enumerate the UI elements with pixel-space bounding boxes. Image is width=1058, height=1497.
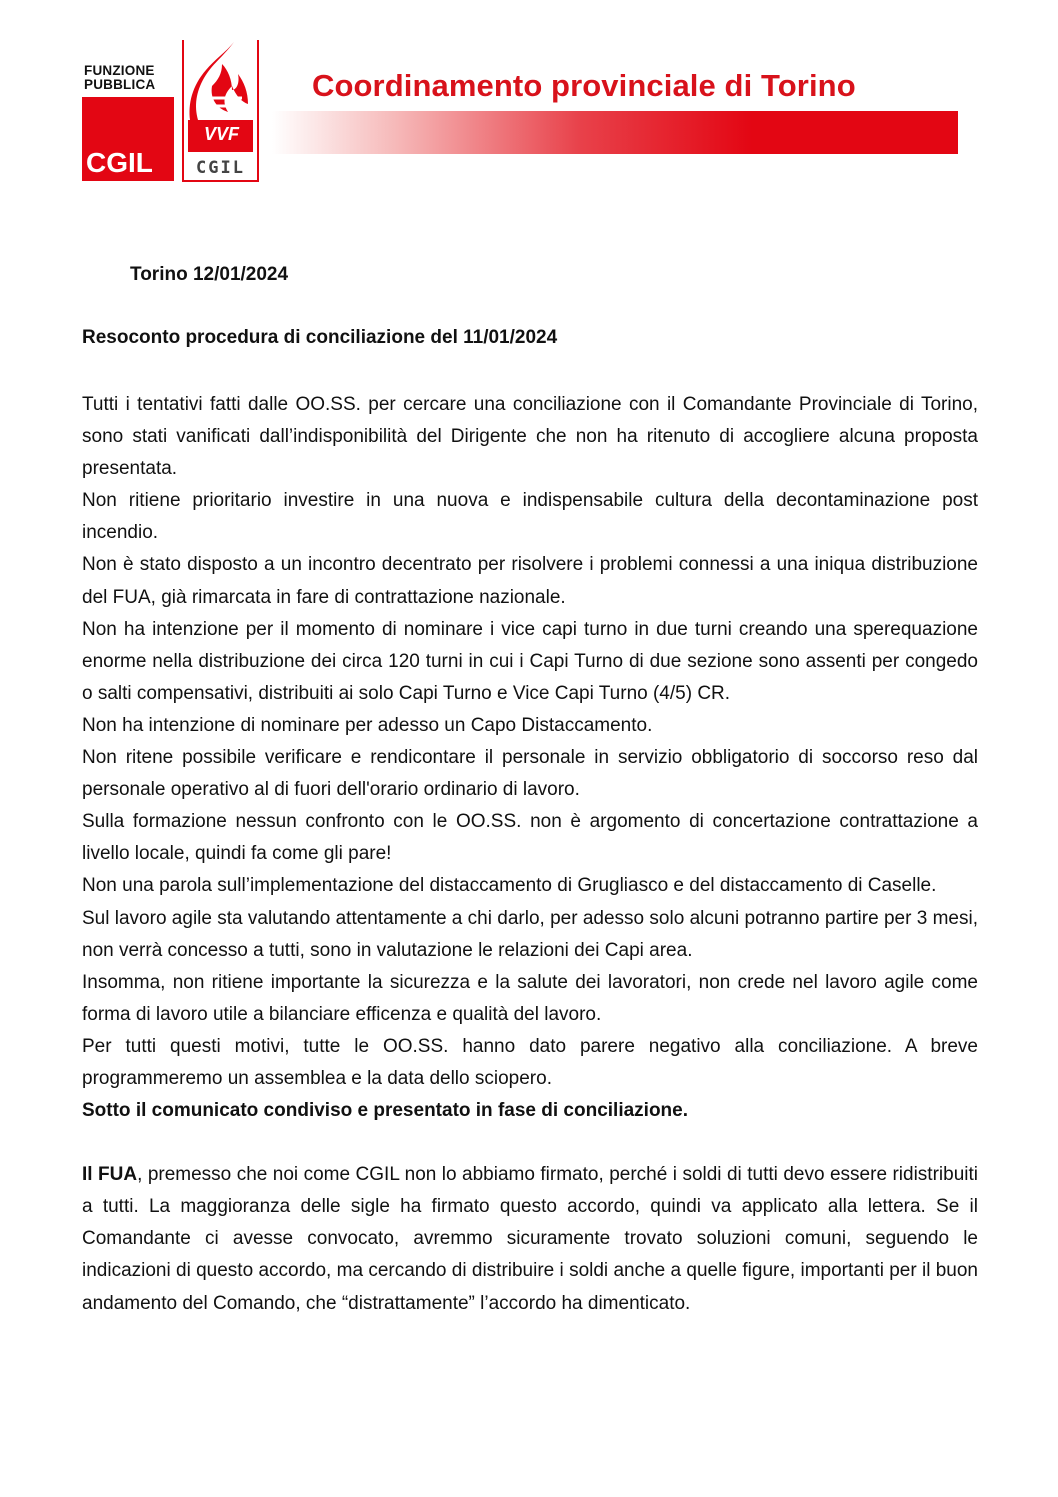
letter-date: Torino 12/01/2024 (130, 264, 289, 285)
fp-cgil-label: CGIL (86, 147, 153, 178)
fp-line-1: FUNZIONE (84, 63, 155, 78)
vvf-cgil-label: CGIL (196, 158, 245, 178)
funzione-pubblica-cgil-logo (82, 40, 174, 182)
body-paragraph: Sulla formazione nessun confronto con le OO.SS. non è argomento di concertazione contrattazione a livello locale, quindi fa come gli pare! (82, 811, 978, 865)
bold-statement: Sotto il comunicato condiviso e presentato in fase di conciliazione. (82, 1100, 688, 1122)
body-paragraph: Non ha intenzione per il momento di nominare i vice capi turno in due turni creando una sperequazione enorme nella distribuzione dei circa 120 turni in cui i Capi Turno di due sezione sono assenti per congedo o salti compensativi, distribuiti ai solo Capi Turno e Vice Capi Turno (4/5) CR. (82, 618, 978, 704)
body-paragraph: Non ritene possibile verificare e rendicontare il personale in servizio obbligatorio di soccorso reso dal personale operativo al di fuori dell'orario ordinario di lavoro. (82, 747, 978, 801)
fua-paragraph (82, 1159, 978, 1319)
body-paragraph: Per tutti questi motivi, tutte le OO.SS. hanno dato parere negativo alla conciliazione. A breve programmeremo un assemblea e la data dello sciopero. (82, 1035, 978, 1089)
body-paragraph: Insomma, non ritiene importante la sicurezza e la salute dei lavoratori, non crede nel lavoro agile come forma di lavoro utile a bilanciare efficenza e qualità del lavoro. (82, 971, 978, 1025)
fp-logo-text (84, 64, 174, 92)
letterhead (82, 40, 958, 223)
header-subtitle: Vigili del Fuoco (708, 186, 952, 223)
header-red-band (272, 111, 958, 223)
fp-line-2: PUBBLICA (84, 77, 156, 92)
letter-subject: Resoconto procedura di conciliazione del 11/01/2024 (82, 327, 558, 348)
body-paragraph: Non è stato disposto a un incontro decentrato per risolvere i problemi connessi a una iniqua distribuzione del FUA, già rimarcata in fare di contrattazione nazionale. (82, 554, 978, 608)
fua-lead: Il FUA (82, 1164, 138, 1186)
body-paragraph: Sul lavoro agile sta valutando attentamente a chi darlo, per adesso solo alcuni potranno partire per 3 mesi, non verrà concesso a tutti, sono in valutazione le relazioni dei Capi area. (82, 907, 978, 961)
fua-text: , premesso che noi come CGIL non lo abbiamo firmato, perché i soldi di tutti devo essere ridistribuiti a tutti. La maggioranza delle sigle ha firmato questo accordo, quindi va applicato alla lettera. Se il Comandante ci avesse convocato, avremmo sicuramente trovato soluzioni comuni, seguendo le indicazioni di questo accordo, ma cercando di distribuire i soldi anche a quelle figure, importanti per il buon andamento del Comando, che “distrattamente” l’accordo ha dimenticato. (82, 1164, 978, 1314)
body-paragraph: Non una parola sull’implementazione del distaccamento di Grugliasco e del distaccamento di Caselle. (82, 875, 937, 897)
body-paragraph: Non ritiene prioritario investire in una nuova e indispensabile cultura della decontaminazione post incendio. (82, 490, 978, 544)
body-paragraph: Non ha intenzione di nominare per adesso un Capo Distaccamento. (82, 714, 653, 736)
body-paragraph: Tutti i tentativi fatti dalle OO.SS. per cercare una conciliazione con il Comandante Provinciale di Torino, sono stati vanificati dall’indisponibilità del Dirigente che non ha ritenuto di accogliere alcuna proposta presentata. (82, 394, 978, 480)
vvf-cgil-logo (182, 40, 259, 182)
coordination-title: Coordinamento provinciale di Torino (312, 68, 856, 103)
letter-body (82, 389, 978, 1320)
vvf-label: VVF (204, 124, 240, 144)
